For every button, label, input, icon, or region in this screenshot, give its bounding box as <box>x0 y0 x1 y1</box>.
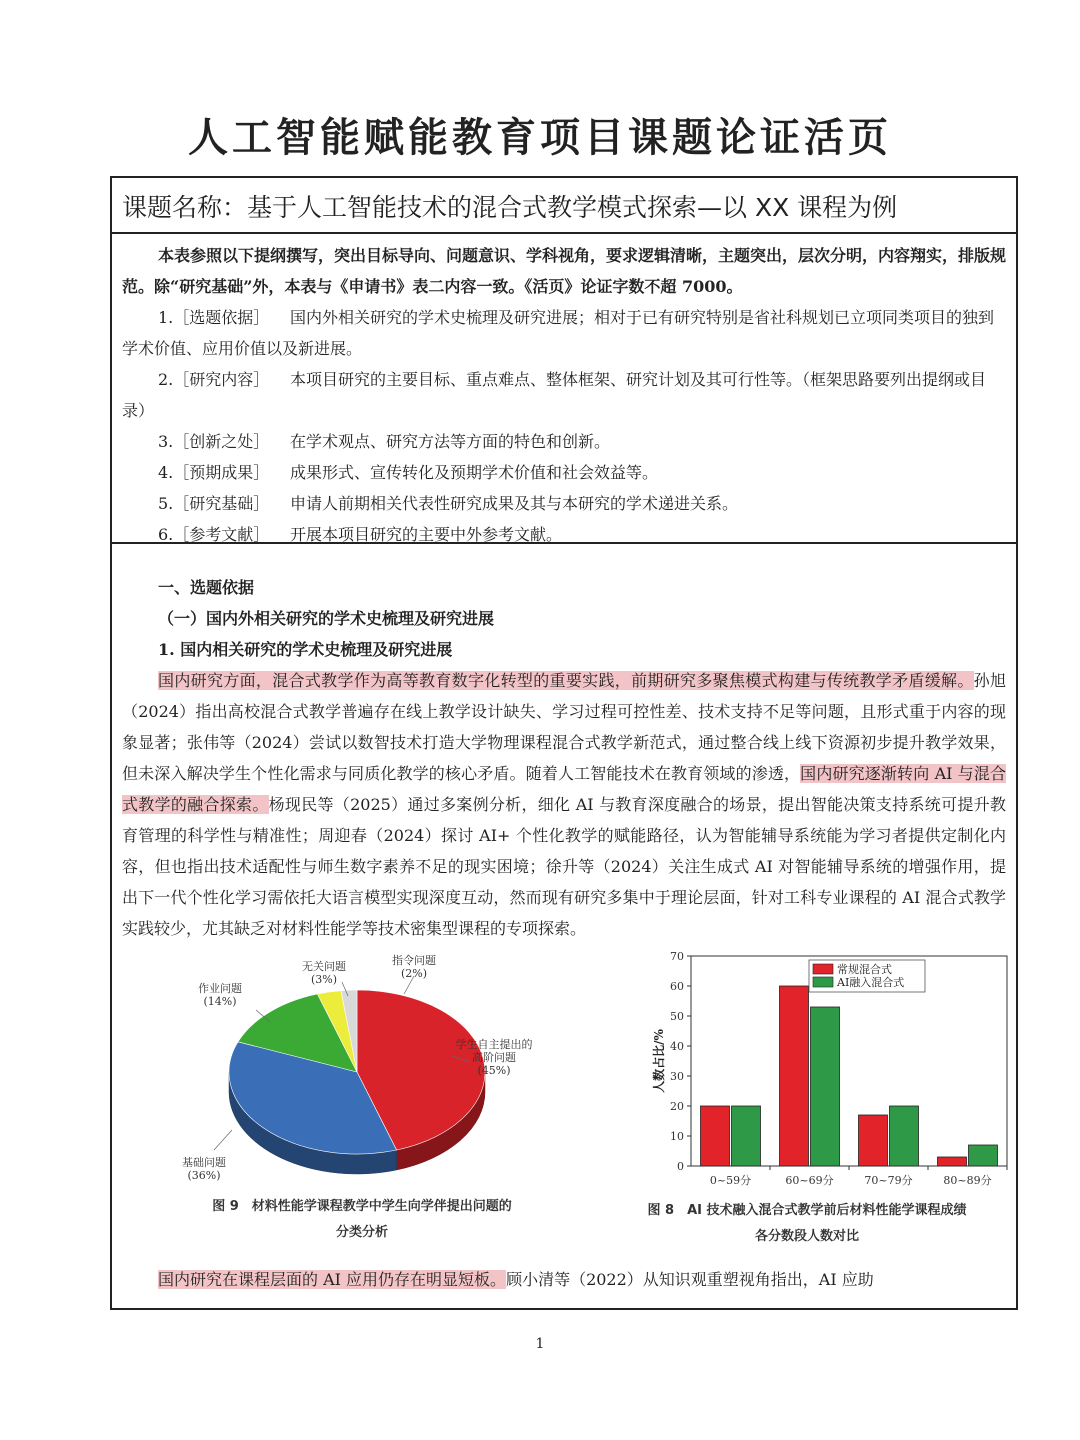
instruction-item-1: 1.［选题依据］ 国内外相关研究的学术史梳理及研究进展；相对于已有研究特别是省社科规划已立项同类项目的独到学术价值、应用价值以及新进展。 <box>122 308 995 358</box>
figures-row <box>112 948 1016 1264</box>
bar-chart <box>617 948 1017 1198</box>
legend-label: AI融入混合式 <box>837 976 905 989</box>
bar <box>780 986 809 1166</box>
instruction-item-6: 6.［参考文献］ 开展本项目研究的主要中外参考文献。 <box>158 525 563 544</box>
y-tick-label: 70 <box>670 950 684 963</box>
instruction-item-2: 2.［研究内容］ 本项目研究的主要目标、重点难点、整体框架、研究计划及其可行性等。（框架思路要列出提纲或目录） <box>122 370 987 420</box>
y-tick-label: 0 <box>677 1160 684 1173</box>
pie-label: 作业问题 <box>198 982 242 995</box>
highlight-text: 国内研究方面，混合式教学作为高等教育数字化转型的重要实践，前期研究多聚焦模式构建与传统教学矛盾缓解。 <box>158 671 974 690</box>
body-section <box>112 544 1016 1310</box>
bar <box>938 1157 967 1166</box>
bar <box>701 1106 730 1166</box>
pie-chart <box>152 954 572 1194</box>
pie-caption: 图 9 材料性能学课程教学中学生向学伴提出问题的 分类分析 <box>212 1199 512 1240</box>
pie-pct-label: (45%) <box>477 1064 511 1077</box>
pie-label: 基础问题 <box>182 1156 226 1169</box>
x-tick-label: 60~69分 <box>785 1174 834 1187</box>
heading-2: （一）国内外相关研究的学术史梳理及研究进展 <box>158 609 495 628</box>
pie-pct-label: (3%) <box>310 973 338 986</box>
bar-caption: 图 8 AI 技术融入混合式教学前后材料性能学课程成绩 各分数段人数对比 <box>647 1203 967 1244</box>
y-tick-label: 60 <box>670 980 684 993</box>
x-tick-label: 80~89分 <box>943 1174 992 1187</box>
instruction-item-4: 4.［预期成果］ 成果形式、宣传转化及预期学术价值和社会效益等。 <box>158 463 659 482</box>
y-tick-label: 30 <box>670 1070 684 1083</box>
pie-label: 学生自主提出的 <box>455 1038 533 1051</box>
page-number: 1 <box>535 1336 545 1352</box>
y-tick-label: 40 <box>670 1040 684 1053</box>
pie-label: 指令问题 <box>392 954 436 967</box>
pie-label-2: 高阶问题 <box>472 1051 516 1064</box>
pie-pct-label: (36%) <box>187 1169 221 1182</box>
legend-label: 常规混合式 <box>837 963 892 976</box>
instruction-item-5: 5.［研究基础］ 申请人前期相关代表性研究成果及其与本研究的学术递进关系。 <box>158 494 739 513</box>
legend-swatch <box>813 964 833 974</box>
x-tick-label: 0~59分 <box>709 1174 752 1187</box>
y-tick-label: 10 <box>670 1130 684 1143</box>
bar <box>890 1106 919 1166</box>
bar <box>859 1115 888 1166</box>
pie-label: 无关问题 <box>302 960 346 973</box>
y-tick-label: 20 <box>670 1100 684 1113</box>
instruction-item-3: 3.［创新之处］ 在学术观点、研究方法等方面的特色和创新。 <box>158 432 611 451</box>
heading-3: 1. 国内相关研究的学术史梳理及研究进展 <box>158 640 453 659</box>
bar <box>969 1145 998 1166</box>
pie-pct-label: (2%) <box>400 967 428 980</box>
bar <box>811 1007 840 1166</box>
paragraph-1: 国内研究方面，混合式教学作为高等教育数字化转型的重要实践，前期研究多聚焦模式构建与传统教学矛盾缓解。孙旭（2024）指出高校混合式教学普遍存在线上教学设计缺失、学习过程可控性差、技术支持不足等问题，且形式重于内容的现象显著；张伟等（2024）尝试以数智技术打造大学物理课程混合式教学新范式，通过整合线上线下资源初步提升教学效果，但未深入解决学生个性化需求与同质化教学的核心矛盾。随着人工智能技术在教育领域的渗透，国内研究逐渐转向 AI 与混合式教学的融合探索。杨现民等（2025）通过多案例分析，细化 AI 与教育深度融合的场景，提出智能决策支持系统可提升教育管理的科学性与精准性；周迎春（2024）探讨 AI+ 个性化教学的赋能路径，认为智能辅导系统能为学习者提供定制化内容，但也指出技术适配性与师生数字素养不足的现实困境；徐升等（2024）关注生成式 AI 对智能辅导系统的增强作用，提出下一代个性化学习需依托大语言模型实现深度互动，然而现有研究多集中于理论层面，针对工科专业课程的 AI 混合式教学实践较少，尤其缺乏对材料性能学等技术密集型课程的专项探索。 <box>122 671 1006 938</box>
legend-swatch <box>813 977 833 987</box>
document-title: 人工智能赋能教育项目课题论证活页 <box>188 114 892 161</box>
topic-name: 课题名称：基于人工智能技术的混合式教学模式探索—以 XX 课程为例 <box>112 178 1016 234</box>
form-frame <box>110 176 1018 1310</box>
pie-pct-label: (14%) <box>203 995 237 1008</box>
pie-leader-line <box>214 1130 232 1150</box>
highlight-text: 国内研究逐渐转向 AI 与混合式教学的融合探索。 <box>122 764 1006 814</box>
x-tick-label: 70~79分 <box>864 1174 913 1187</box>
heading-1: 一、选题依据 <box>158 578 255 597</box>
instructions-intro: 本表参照以下提纲撰写，突出目标导向、问题意识、学科视角，要求逻辑清晰，主题突出，层次分明，内容翔实，排版规范。除“研究基础”外，本表与《申请书》表二内容一致。《活页》论证字数不超 7000。 <box>122 246 1007 296</box>
bar <box>732 1106 761 1166</box>
y-axis-label: 人数占比/% <box>652 1029 666 1093</box>
paragraph-2: 国内研究在课程层面的 AI 应用仍存在明显短板。顾小清等（2022）从知识观重塑视角指出，AI 应助 <box>158 1270 874 1289</box>
highlight-text: 国内研究在课程层面的 AI 应用仍存在明显短板。 <box>158 1270 507 1289</box>
instructions-box <box>112 234 1016 544</box>
y-tick-label: 50 <box>670 1010 684 1023</box>
